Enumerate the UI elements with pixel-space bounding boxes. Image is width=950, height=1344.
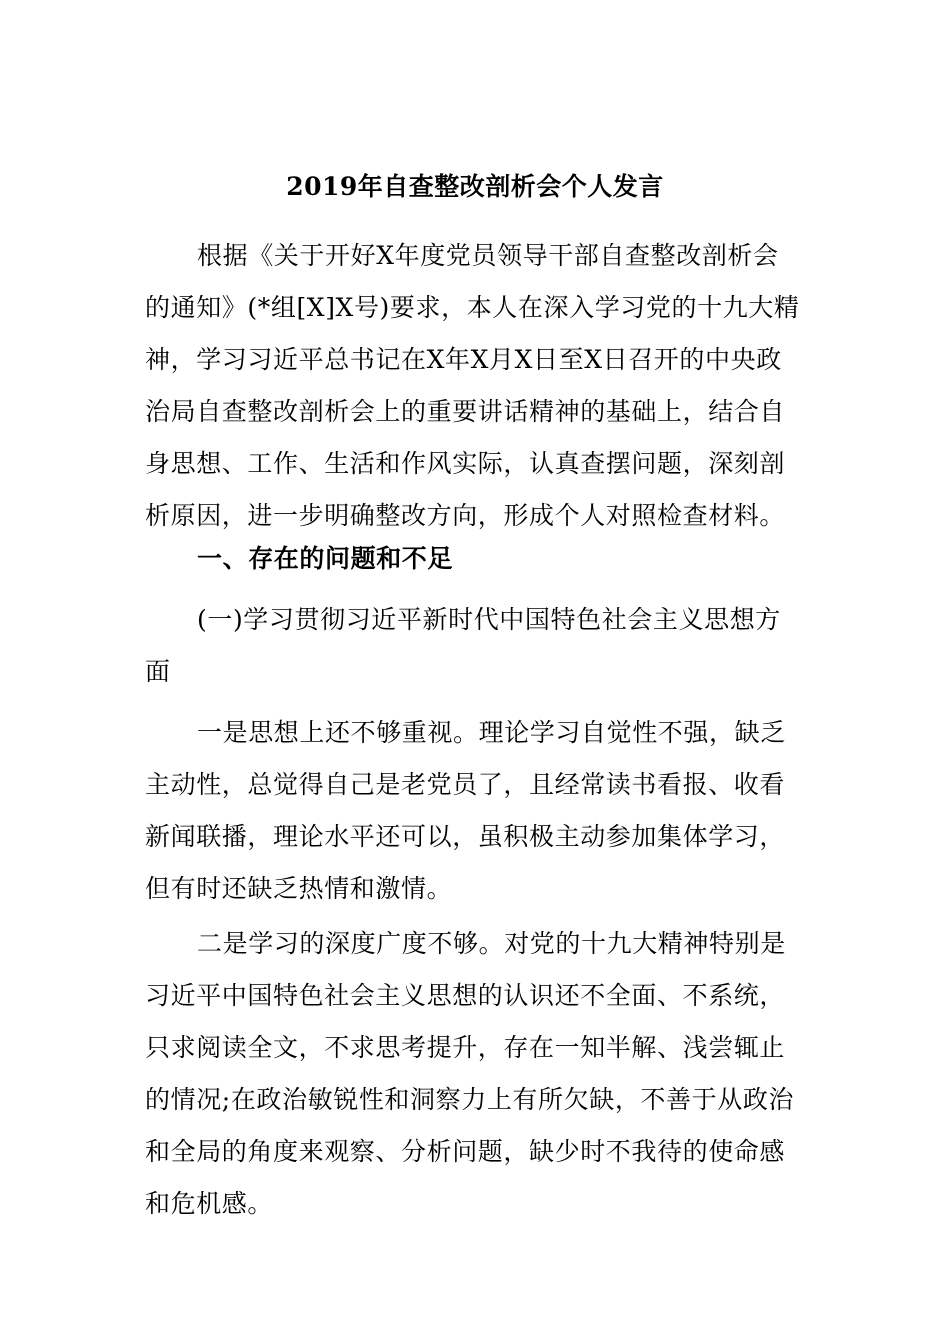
text-line: 根据《关于开好X年度党员领导干部自查整改剖析会 [197,241,779,270]
text-line: 主动性，总觉得自己是老党员了，且经常读书看报、收看 [145,770,786,799]
text-line: 的通知》(*组[X]X号)要求，本人在深入学习党的十九大精 [145,293,800,322]
paragraph-intro [145,230,815,542]
text-line: (一)学习贯彻习近平新时代中国特色社会主义思想方 [197,605,781,634]
text-line: 一是思想上还不够重视。理论学习自觉性不强，缺乏 [197,718,786,747]
text-line: 析原因，进一步明确整改方向，形成个人对照检查材料。 [145,501,786,530]
paragraph-point-2 [145,918,815,1230]
section-heading-text: 一、存在的问题和不足 [197,544,454,573]
text-line: 习近平中国特色社会主义思想的认识还不全面、不系统， [145,981,786,1010]
text-line: 治局自查整改剖析会上的重要讲话精神的基础上，结合自 [145,397,786,426]
text-line: 只求阅读全文，不求思考提升，存在一知半解、浅尝辄止 [145,1033,786,1062]
paragraph-point-1 [145,707,815,915]
document-title: 2019年自查整改剖析会个人发言 [286,172,664,201]
subsection-heading [145,594,815,698]
text-line: 面 [145,657,171,686]
text-line: 新闻联播，理论水平还可以，虽积极主动参加集体学习， [145,822,786,851]
text-line: 二是学习的深度广度不够。对党的十九大精神特别是 [197,929,786,958]
text-line: 神，学习习近平总书记在X年X月X日至X日召开的中央政 [145,345,782,374]
section-heading [145,533,815,585]
text-line: 和危机感。 [145,1189,274,1218]
text-line: 但有时还缺乏热情和激情。 [145,874,453,903]
text-line: 的情况;在政治敏锐性和洞察力上有所欠缺，不善于从政治 [145,1085,795,1114]
text-line: 身思想、工作、生活和作风实际，认真查摆问题，深刻剖 [145,449,786,478]
text-line: 和全局的角度来观察、分析问题，缺少时不我待的使命感 [145,1137,786,1166]
